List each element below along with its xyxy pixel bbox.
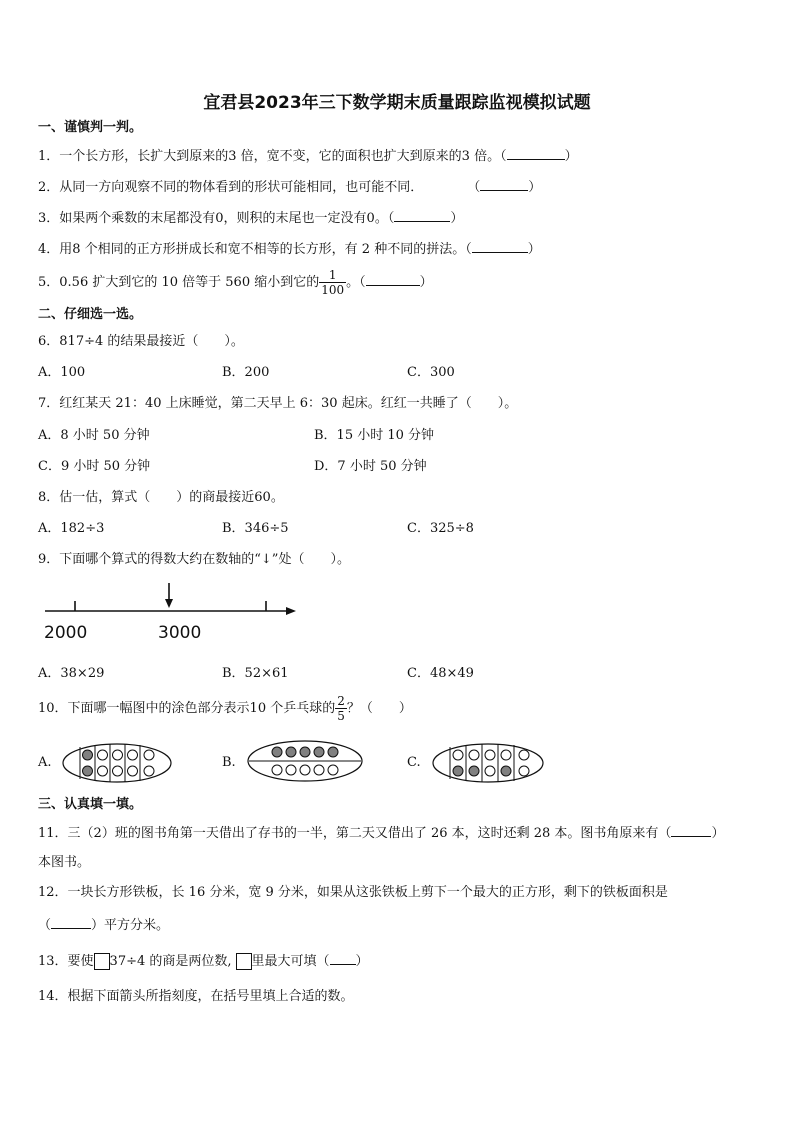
question-10-stem: 10．下面哪一幅图中的涂色部分表示10 个乒乓球的 $\frac{2}{5}$ ？（ ）	[38, 694, 412, 723]
number-line-figure	[40, 580, 300, 650]
section-heading-2: 二、仔细选一选。	[38, 307, 143, 322]
q9-option-c[interactable]: C．48×49	[407, 666, 474, 681]
question-4	[38, 240, 541, 258]
q10-figure-a[interactable]	[60, 740, 176, 786]
answer-blank-11[interactable]	[671, 824, 711, 837]
paren-close: ）	[564, 149, 578, 164]
q9-option-a[interactable]: A．38×29	[38, 666, 105, 681]
q10-figure-c[interactable]	[430, 740, 548, 786]
fraction-1-100: $\frac{1}{100}$	[321, 268, 345, 297]
question-8-stem: 8．估一估，算式（ ）的商最接近60。	[38, 490, 284, 505]
label-3000: 3000	[158, 623, 202, 643]
q6-option-a[interactable]: A．100	[38, 365, 86, 380]
paren-close: ）	[527, 242, 541, 257]
question-11-line2: 本图书。	[38, 855, 91, 870]
q10-option-a-label[interactable]: A.	[38, 755, 52, 770]
q7-option-c[interactable]: C．9 小时 50 分钟	[38, 459, 151, 474]
page-title: 宜君县2023年三下数学期末质量跟踪监视模拟试题	[203, 93, 591, 113]
q9-option-b[interactable]: B．52×61	[222, 666, 289, 681]
paren-close: ）	[450, 211, 464, 226]
question-11-line1: 11．三（2）班的图书角第一天借出了存书的一半，第二天又借出了 26 本，这时还剩 28 本。图书角原来有（ ）	[38, 826, 725, 841]
question-6-stem: 6．817÷4 的结果最接近（ ）。	[38, 334, 244, 349]
question-9-stem: 9．下面哪个算式的得数大约在数轴的“↓”处（ ）。	[38, 552, 350, 567]
q7-option-d[interactable]: D．7 小时 50 分钟	[314, 459, 427, 474]
blank-box-1[interactable]	[94, 953, 110, 970]
question-7-stem: 7．红红某天 21：40 上床睡觉，第二天早上 6：30 起床。红红一共睡了（ ）。	[38, 396, 518, 411]
q10-option-b-label[interactable]: B.	[222, 755, 236, 770]
paren-close: ）	[419, 275, 433, 290]
number-line-arrowhead	[286, 607, 296, 615]
question-3	[38, 209, 463, 227]
q8-option-c[interactable]: C．325÷8	[407, 521, 474, 536]
q10-option-c-label[interactable]: C.	[407, 755, 421, 770]
q6-option-c[interactable]: C．300	[407, 365, 455, 380]
question-5: 5．0.56 扩大到它的 10 倍等于 560 缩小到它的 $\frac{1}{100}$ 。（ ）	[38, 268, 433, 297]
answer-blank-5[interactable]	[366, 273, 420, 286]
question-14: 14．根据下面箭头所指刻度，在括号里填上合适的数。	[38, 989, 354, 1004]
q8-option-a[interactable]: A．182÷3	[38, 521, 105, 536]
fraction-2-5: $\frac{2}{5}$	[337, 694, 345, 723]
question-2-text: 2．从同一方向观察不同的物体看到的形状可能相同，也可能不同．	[38, 180, 424, 195]
question-5-text: 5．0.56 扩大到它的 10 倍等于 560 缩小到它的	[38, 275, 320, 290]
question-4-text: 4．用8 个相同的正方形拼成长和宽不相等的长方形，有 2 种不同的拼法。（	[38, 242, 472, 257]
section-heading-1: 一、谨慎判一判。	[38, 120, 143, 135]
question-3-text: 3．如果两个乘数的末尾都没有0，则积的末尾也一定没有0。（	[38, 211, 395, 226]
down-arrow-icon	[165, 599, 173, 608]
answer-blank-4[interactable]	[472, 240, 528, 253]
paren-close: ）	[528, 180, 542, 195]
q10-figure-b[interactable]	[245, 738, 367, 784]
question-1	[38, 147, 578, 165]
question-1-text: 1．一个长方形，长扩大到原来的3 倍，宽不变，它的面积也扩大到原来的3 倍。（	[38, 149, 507, 164]
q8-option-b[interactable]: B．346÷5	[222, 521, 289, 536]
blank-box-2[interactable]	[236, 953, 252, 970]
q7-option-b[interactable]: B．15 小时 10 分钟	[314, 428, 435, 443]
q7-option-a[interactable]: A．8 小时 50 分钟	[38, 428, 150, 443]
question-13: 13．要使 37÷4 的商是两位数, 里最大可填（ ）	[38, 954, 369, 969]
question-12-line1: 12．一块长方形铁板，长 16 分米，宽 9 分米，如果从这张铁板上剪下一个最大的正方形，剩下的铁板面积是	[38, 885, 668, 900]
answer-blank-1[interactable]	[507, 147, 565, 160]
answer-blank-2[interactable]	[480, 178, 528, 191]
answer-blank-13[interactable]	[330, 952, 356, 965]
q6-option-b[interactable]: B．200	[222, 365, 270, 380]
question-12-line2: （ ）平方分米。	[38, 918, 170, 933]
label-2000: 2000	[44, 623, 88, 643]
section-heading-3: 三、认真填一填。	[38, 797, 143, 812]
answer-blank-12[interactable]	[51, 916, 91, 929]
answer-blank-3[interactable]	[394, 209, 450, 222]
question-2: 2．从同一方向观察不同的物体看到的形状可能相同，也可能不同． （ ）	[38, 180, 542, 195]
